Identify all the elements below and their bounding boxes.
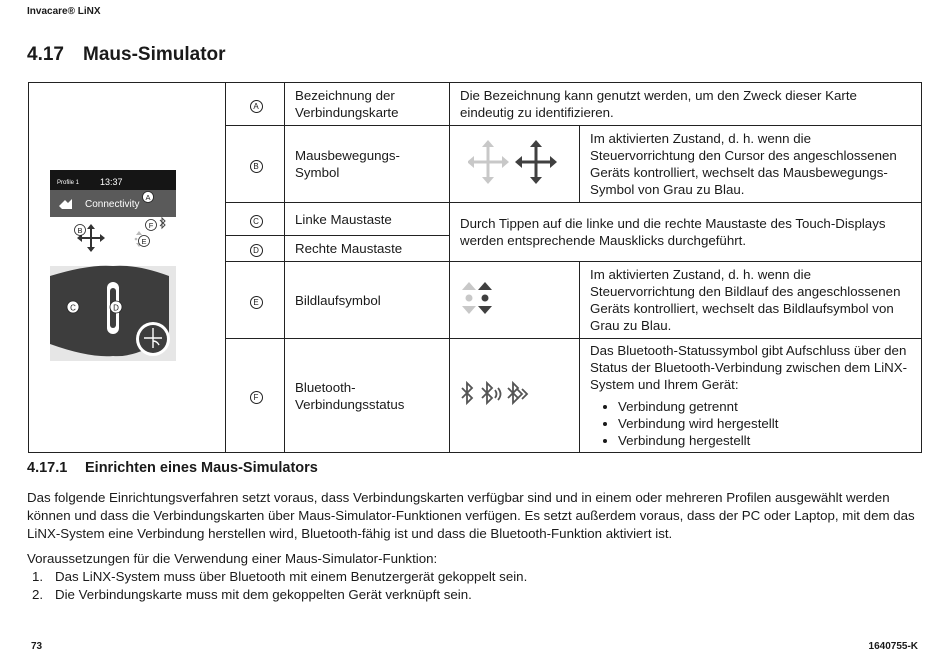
screen-time: 13:37	[100, 177, 123, 187]
row-b-name: Mausbewegungs-Symbol	[285, 126, 450, 203]
subsection-heading	[27, 460, 318, 476]
row-a-name: Bezeichnung der Verbindungskarte	[285, 83, 450, 126]
left-mouse-button-illustration	[67, 301, 79, 313]
row-e-name: Bildlaufsymbol	[285, 262, 450, 339]
list-item: 1. Das LiNX-System muss über Bluetooth mit einem Benutzergerät gekoppelt sein.	[32, 569, 528, 584]
screen-illustration-cell	[29, 83, 226, 453]
bluetooth-status-list	[590, 398, 913, 449]
row-a-description: Die Bezeichnung kann genutzt werden, um den Zweck dieser Karte eindeutig zu identifizieren.	[450, 83, 922, 126]
list-item: • Verbindung wird hergestellt	[618, 415, 913, 432]
subsection-number: 4.17.1	[27, 460, 68, 476]
linx-screen-illustration	[39, 86, 217, 449]
row-e-letter: E	[226, 262, 285, 339]
callout-b: B	[77, 226, 83, 235]
section-number: 4.17	[27, 44, 64, 65]
row-f-description-text: Das Bluetooth-Statussymbol gibt Aufschluss über den Status der Bluetooth-Verbindung zwischen dem LiNX-System und Ihrem Gerät:	[590, 343, 908, 392]
callout-a: A	[145, 193, 151, 202]
screen-card-label: Connectivity	[85, 199, 140, 210]
callout-e: E	[141, 237, 147, 246]
row-c-name: Linke Maustaste	[285, 203, 450, 236]
callout-c: C	[70, 303, 76, 313]
row-d-letter: D	[226, 236, 285, 262]
row-f-icon-cell	[450, 339, 580, 453]
document-id: 1640755-K	[868, 641, 918, 652]
setup-paragraph: Das folgende Einrichtungsverfahren setzt voraus, dass Verbindungskarten verfügbar sind und in einem oder mehreren Profilen ausgewählt werden können und dass die Verbindungskarten über Maus-Simulator-Funktionen verfügen. Es setzt außerdem voraus, dass der PC oder Laptop, mit dem das LiNX-System eine Verbindung herstellen wird, Bluetooth-fähig ist und dass die Bluetooth-Funktion aktiviert ist.	[27, 490, 915, 541]
prerequisites-list	[27, 568, 923, 604]
row-f-name: Bluetooth-Verbindungsstatus	[285, 339, 450, 453]
prerequisites-block	[27, 550, 923, 604]
row-c-letter: C	[226, 203, 285, 236]
running-header: Invacare® LiNX	[27, 6, 101, 17]
row-d-name: Rechte Maustaste	[285, 236, 450, 262]
prerequisites-intro: Voraussetzungen für die Verwendung einer Maus-Simulator-Funktion:	[27, 551, 438, 566]
list-item: 2. Die Verbindungskarte muss mit dem gekoppelten Gerät verknüpft sein.	[32, 587, 472, 602]
callout-d: D	[113, 303, 119, 313]
row-b-description: Im aktivierten Zustand, d. h. wenn die Steuervorrichtung den Cursor des angeschlossenen Geräts kontrolliert, wechselt das Mausbewegungs-Symbol von Grau zu Blau.	[580, 126, 922, 203]
row-f-description	[580, 339, 922, 453]
section-heading	[27, 44, 226, 66]
mouse-simulator-table	[28, 82, 922, 453]
row-e-icon-cell	[450, 262, 580, 339]
bluetooth-icon	[160, 218, 165, 228]
bluetooth-status-icons	[458, 379, 530, 409]
right-mouse-button-illustration	[110, 301, 122, 313]
row-f-letter: F	[226, 339, 285, 453]
list-item: • Verbindung hergestellt	[618, 432, 913, 449]
section-title: Maus-Simulator	[83, 44, 226, 65]
row-e-description: Im aktivierten Zustand, d. h. wenn die Steuervorrichtung den Bildlauf des angeschlossenen Geräts kontrolliert, wechselt das Bildlaufsymbol von Grau zu Blau.	[580, 262, 922, 339]
row-b-letter: B	[226, 126, 285, 203]
list-item: • Verbindung getrennt	[618, 398, 913, 415]
scroll-icon	[460, 278, 494, 318]
move-arrows-icon	[468, 137, 564, 187]
row-cd-description: Durch Tippen auf die linke und die rechte Maustaste des Touch-Displays werden entsprechende Mausklicks durchgeführt.	[450, 203, 922, 262]
page-number: 73	[31, 641, 43, 652]
row-a-letter: A	[226, 83, 285, 126]
screen-profile-label: Profile 1	[57, 180, 80, 186]
row-b-icon-cell	[450, 126, 580, 203]
subsection-title: Einrichten eines Maus-Simulators	[85, 460, 318, 476]
callout-f: F	[148, 221, 154, 230]
